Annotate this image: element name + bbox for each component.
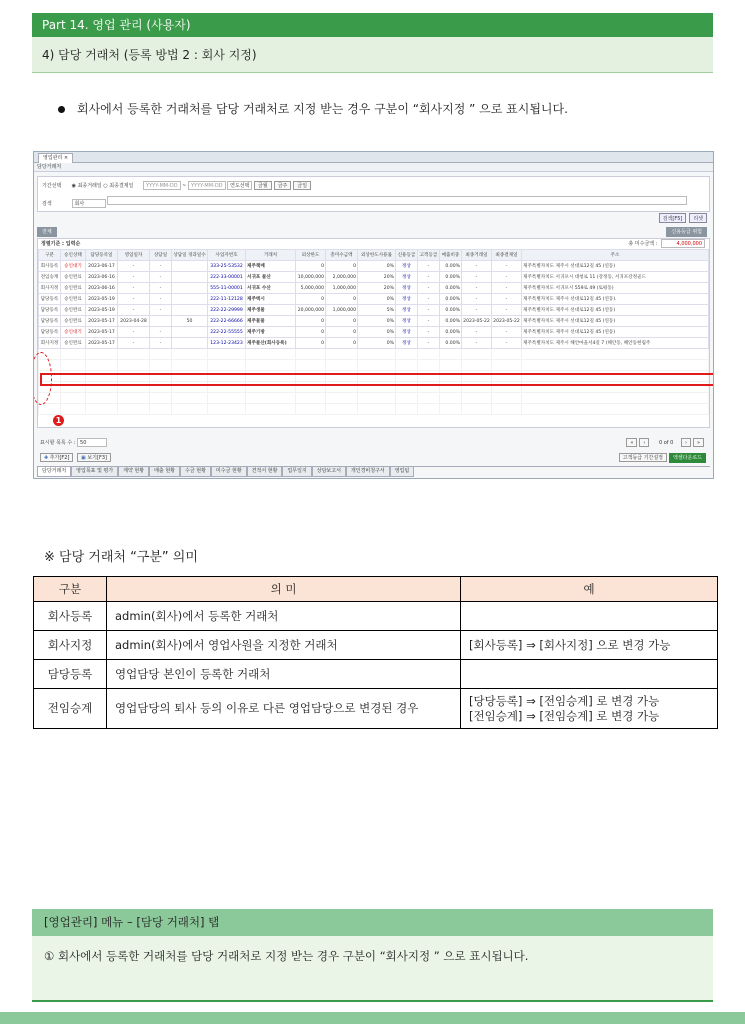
page-size-label: 표시할 목록 수 : — [40, 440, 76, 446]
table-cell: 승인완료 — [61, 338, 86, 349]
note-title: ※ 담당 거래처 “구분” 의미 — [44, 550, 198, 565]
def-example-line: [당당등록] ⇒ [전임승계] 로 변경 가능 — [469, 693, 660, 708]
this-week-button[interactable]: 금주 — [274, 181, 292, 190]
table-cell: 제주특별자치도 제주시 선대로12길 45 (연동). — [522, 294, 709, 305]
table-cell: 0% — [358, 338, 396, 349]
table-cell: - — [462, 261, 492, 272]
def-type: 회사등록 — [34, 602, 107, 631]
search-type-select[interactable]: 회사 — [72, 199, 106, 208]
table-cell: - — [492, 294, 522, 305]
total-value: 4,000,000 — [661, 239, 705, 248]
app-screenshot — [33, 151, 714, 479]
table-cell: 0 — [326, 338, 358, 349]
table-row[interactable] — [39, 261, 709, 272]
table-row[interactable] — [39, 272, 709, 283]
column-header[interactable]: 외상한도사용률 — [358, 250, 396, 261]
table-cell: - — [118, 261, 150, 272]
table-cell: 승인완료 — [61, 272, 86, 283]
column-header[interactable]: 영업일자 — [118, 250, 150, 261]
table-cell: 2023-05-17 — [86, 316, 118, 327]
table-cell: 0.00% — [440, 261, 462, 272]
table-cell: 0 — [296, 327, 326, 338]
table-cell: 0% — [358, 316, 396, 327]
app-tabbar — [34, 152, 713, 163]
table-cell: 담당등록 — [39, 294, 61, 305]
table-cell: - — [418, 294, 440, 305]
empty-row — [39, 404, 709, 415]
bottom-tab[interactable]: 상담보고서 — [312, 467, 346, 477]
def-type: 담당등록 — [34, 660, 107, 689]
table-cell: 2023-05-17 — [86, 338, 118, 349]
section-subheader: 4) 담당 거래처 (등록 방법 2 : 회사 지정) — [32, 37, 713, 73]
def-type: 회사지정 — [34, 631, 107, 660]
table-cell: - — [462, 272, 492, 283]
table-cell: 2023-06-17 — [86, 261, 118, 272]
table-cell — [172, 283, 208, 294]
pager-info: 0 of 0 — [658, 440, 674, 446]
radio-last-pay-label: 최종결제일 — [109, 183, 134, 189]
column-header[interactable]: 구분 — [39, 250, 61, 261]
bottom-tab[interactable]: 영업목표 및 평가 — [71, 467, 118, 477]
table-cell: - — [118, 305, 150, 316]
def-example — [461, 660, 718, 689]
table-cell: 제주책배 — [246, 261, 296, 272]
table-row[interactable] — [39, 283, 709, 294]
table-cell: - — [418, 338, 440, 349]
footer-body — [32, 936, 713, 1002]
total-label: 총 미수금액 : — [628, 241, 658, 247]
table-cell: 제주물산(회사등록) — [246, 338, 296, 349]
table-cell — [172, 294, 208, 305]
year-select[interactable]: 연도선택 — [227, 181, 252, 190]
table-cell: - — [462, 283, 492, 294]
table-cell: 555-11-00001 — [208, 283, 246, 294]
table-cell: 2023-05-22 — [462, 316, 492, 327]
search-input[interactable] — [107, 196, 687, 205]
table-cell: - — [462, 338, 492, 349]
table-cell: 0% — [358, 294, 396, 305]
table-cell: 1,000,000 — [326, 305, 358, 316]
def-example-line: [전임승계] ⇒ [전임승계] 로 변경 가능 — [469, 708, 660, 723]
pager-controls — [626, 437, 706, 449]
radio-last-pay-icon[interactable]: ○ — [103, 183, 108, 189]
table-cell: 1,000,000 — [326, 283, 358, 294]
add-button-label: 추가[F2] — [49, 455, 70, 461]
table-cell: - — [118, 294, 150, 305]
column-header[interactable]: 담당등록일 — [86, 250, 118, 261]
bottom-tab[interactable]: 담당거래처 — [37, 467, 71, 477]
def-meaning: admin(회사)에서 영업사원을 지정한 거래처 — [107, 631, 461, 660]
marker-badge: 1 — [53, 415, 64, 426]
table-cell: 0.00% — [440, 327, 462, 338]
table-cell: - — [462, 305, 492, 316]
date-to-input[interactable]: YYYY-MM-DD — [188, 181, 226, 190]
table-cell: 정상 — [396, 261, 418, 272]
table-cell: 20% — [358, 272, 396, 283]
table-cell: 20,000,000 — [296, 305, 326, 316]
table-cell: 제주생물 — [246, 305, 296, 316]
table-cell: 정상 — [396, 283, 418, 294]
all-filter — [37, 227, 57, 237]
table-cell: 제주특별자치도 제주시 선대로12길 45 (연동) — [522, 327, 709, 338]
app-tab[interactable]: 영업관리 × — [38, 153, 73, 163]
table-cell: 정상 — [396, 272, 418, 283]
table-cell: 승인완료 — [61, 283, 86, 294]
table-header-row — [39, 250, 709, 261]
column-header[interactable]: 신용등급 — [396, 250, 418, 261]
prev-page-icon[interactable]: ‹ — [639, 438, 649, 447]
bottom-tab[interactable]: 업무일지 — [282, 467, 311, 477]
table-cell: 0.00% — [440, 294, 462, 305]
search-label: 검색 — [42, 201, 52, 207]
column-header[interactable]: 상담일 경과일수 — [172, 250, 208, 261]
definition-row — [34, 660, 718, 689]
table-cell: 333-25-53532 — [208, 261, 246, 272]
bottom-tab[interactable]: 수금 현황 — [180, 467, 211, 477]
table-cell: - — [150, 294, 172, 305]
table-cell: 2023-05-19 — [86, 305, 118, 316]
data-grid — [37, 238, 710, 428]
reset-button[interactable]: 리셋 — [689, 213, 707, 223]
filter-panel — [37, 176, 710, 212]
table-cell: 2023-06-16 — [86, 272, 118, 283]
table-cell: 2023-05-17 — [86, 327, 118, 338]
date-from-input[interactable]: YYYY-MM-DD — [143, 181, 181, 190]
column-header[interactable]: 외상한도 — [296, 250, 326, 261]
table-cell: 222-33-00001 — [208, 272, 246, 283]
footer-text: ① 회사에서 등록한 거래처를 담당 거래처로 지정 받는 경우 구분이 “회사지정 ” 으로 표시됩니다. — [44, 949, 529, 963]
table-cell: 승인완료 — [61, 305, 86, 316]
total-receivable — [628, 239, 705, 249]
table-cell: 222-22-29999 — [208, 305, 246, 316]
table-cell: 정상 — [396, 338, 418, 349]
table-cell — [172, 327, 208, 338]
table-cell: 서귀포 물산 — [246, 272, 296, 283]
table-cell: 2,000,000 — [326, 272, 358, 283]
table-cell: 0.00% — [440, 283, 462, 294]
table-cell: 정상 — [396, 305, 418, 316]
table-cell: 정상 — [396, 327, 418, 338]
table-cell — [172, 305, 208, 316]
table-cell: 제주특별자치도 제주시 선대로12길 45 (연동) — [522, 305, 709, 316]
table-cell: 0% — [358, 327, 396, 338]
bottom-tabs — [37, 466, 710, 477]
search-tools — [656, 213, 707, 224]
table-cell: 제주특별자치도 서귀포시 대청로 11 (강정동, 서귀포강정골드 — [522, 272, 709, 283]
table-cell: 승인대기 — [61, 327, 86, 338]
table-cell: 제주특별자치도 서귀포시 559로 49 (토평동) — [522, 283, 709, 294]
table-cell: - — [462, 294, 492, 305]
table-cell: 승인완료 — [61, 294, 86, 305]
next-page-icon[interactable]: › — [681, 438, 691, 447]
credit-tools — [666, 227, 707, 238]
table-cell: 승인대기 — [61, 261, 86, 272]
table-cell: 222-22-66666 — [208, 316, 246, 327]
table-cell: 담당등록 — [39, 305, 61, 316]
table-cell: 0 — [326, 294, 358, 305]
table-cell: 2023-05-19 — [86, 294, 118, 305]
column-header[interactable]: 주소 — [522, 250, 709, 261]
table-cell: 제주특별자치도 제주시 선대로12길 45 (연동) — [522, 316, 709, 327]
table-cell: 2023-05-22 — [492, 316, 522, 327]
all-button[interactable]: 전체 — [37, 227, 57, 237]
table-cell: 전임승계 — [39, 272, 61, 283]
filter-period-row: 기간선택 ◉ 최종거래일 ○ 최종결제일 YYYY-MM-DD ~ YYYY-MM-DD 연도선택 금월 금주 금일 — [42, 180, 313, 192]
bottom-tab[interactable]: 계약 현황 — [118, 467, 149, 477]
def-meaning: 영업담당의 퇴사 등의 이유로 다른 영업담당으로 변경된 경우 — [107, 689, 461, 729]
table-cell: 2023-04-28 — [118, 316, 150, 327]
period-label: 기간선택 — [42, 183, 62, 189]
table-cell: 2023-06-16 — [86, 283, 118, 294]
table-cell: - — [492, 338, 522, 349]
def-type: 전임승계 — [34, 689, 107, 729]
table-cell: 0 — [326, 327, 358, 338]
table-cell: 50 — [172, 316, 208, 327]
table-cell: 5,000,000 — [296, 283, 326, 294]
column-header[interactable]: 고객등급 — [418, 250, 440, 261]
table-body — [39, 261, 709, 415]
table-cell: - — [492, 327, 522, 338]
view-icon: ▣ — [81, 455, 86, 461]
table-cell: - — [118, 283, 150, 294]
footer-title: [영업관리] 메뉴 – [담당 거래처] 탭 — [32, 909, 713, 936]
last-page-icon[interactable]: » — [693, 438, 704, 447]
table-cell: 담당등록 — [39, 327, 61, 338]
column-header[interactable]: 최종거래일 — [462, 250, 492, 261]
empty-row — [39, 360, 709, 371]
table-row[interactable] — [39, 327, 709, 338]
table-cell: 제주물물 — [246, 316, 296, 327]
table-cell: - — [418, 272, 440, 283]
table-cell: 0 — [296, 316, 326, 327]
table-cell: 서귀포 수산 — [246, 283, 296, 294]
table-cell: 5% — [358, 305, 396, 316]
table-cell: 0 — [326, 261, 358, 272]
table-cell: 222-11-12128 — [208, 294, 246, 305]
col-header-meaning: 의 미 — [107, 577, 461, 602]
table-cell: 정상 — [396, 294, 418, 305]
page-size-select[interactable]: 50 — [77, 438, 107, 447]
table-cell: 0.00% — [440, 272, 462, 283]
col-header-type: 구분 — [34, 577, 107, 602]
table-cell: 20% — [358, 283, 396, 294]
table-cell: 222-22-55555 — [208, 327, 246, 338]
empty-row — [39, 349, 709, 360]
table-cell: - — [150, 305, 172, 316]
table-cell — [172, 338, 208, 349]
table-cell: - — [118, 338, 150, 349]
definition-row — [34, 602, 718, 631]
add-button[interactable] — [40, 453, 73, 462]
radio-last-trade-icon[interactable]: ◉ — [71, 183, 76, 189]
table-row[interactable] — [39, 305, 709, 316]
def-meaning: 영업담당 본인이 등록한 거래처 — [107, 660, 461, 689]
table-cell: 0% — [358, 261, 396, 272]
table-cell: 0 — [296, 338, 326, 349]
bullet-note — [58, 100, 568, 117]
filter-search-row — [42, 196, 687, 208]
empty-row — [39, 393, 709, 404]
credit-period-button[interactable]: 고객등급 기간설정 — [619, 453, 667, 462]
column-header[interactable]: 승인상태 — [61, 250, 86, 261]
table-cell — [150, 316, 172, 327]
table-cell: 0 — [296, 261, 326, 272]
table-cell: 회사등록 — [39, 261, 61, 272]
excel-download-button[interactable]: 엑셀다운로드 — [669, 453, 706, 463]
table-cell: 담당등록 — [39, 316, 61, 327]
column-header[interactable]: 총미수금액 — [326, 250, 358, 261]
table-row[interactable] — [39, 316, 709, 327]
first-page-icon[interactable]: « — [626, 438, 637, 447]
table-cell: - — [118, 327, 150, 338]
table-cell: - — [418, 305, 440, 316]
add-icon: ✚ — [44, 455, 49, 461]
today-button[interactable]: 금일 — [293, 181, 311, 190]
definition-row — [34, 689, 718, 729]
table-row[interactable] — [39, 338, 709, 349]
bullet-text: 회사에서 등록한 거래처를 담당 거래처로 지정 받는 경우 구분이 “회사지정 ” 으로 표시됩니다. — [77, 102, 568, 116]
table-cell: - — [492, 283, 522, 294]
definition-table — [33, 576, 718, 729]
customer-table — [38, 249, 709, 415]
table-cell: 정상 — [396, 316, 418, 327]
column-header[interactable]: 거래처 — [246, 250, 296, 261]
table-cell: 0.00% — [440, 338, 462, 349]
table-cell: - — [492, 261, 522, 272]
table-cell: 0.00% — [440, 305, 462, 316]
definition-header-row — [34, 577, 718, 602]
col-header-example: 예 — [461, 577, 718, 602]
table-cell: 회사지정 — [39, 283, 61, 294]
table-cell: - — [492, 305, 522, 316]
table-cell: - — [418, 261, 440, 272]
table-cell: 0 — [326, 316, 358, 327]
column-header[interactable]: 사업자번호 — [208, 250, 246, 261]
table-cell: - — [462, 327, 492, 338]
table-cell: 0 — [296, 294, 326, 305]
table-cell: - — [150, 338, 172, 349]
radio-last-trade-label: 최종거래일 — [77, 183, 102, 189]
action-bar — [37, 452, 710, 464]
bottom-tab[interactable]: 매출 현황 — [149, 467, 180, 477]
bottom-tab[interactable]: 개인경비청구서 — [346, 467, 390, 477]
app-page-title: 담당거래처 — [34, 163, 713, 172]
table-cell: - — [492, 272, 522, 283]
view-button-label: 보기[F3] — [87, 455, 107, 461]
table-cell — [172, 272, 208, 283]
table-cell: 회사지정 — [39, 338, 61, 349]
grid-header — [38, 239, 709, 249]
table-cell: 10,000,000 — [296, 272, 326, 283]
bullet-dot-icon — [58, 106, 65, 113]
credit-risk-button[interactable]: 신용등급 위험 — [666, 227, 707, 237]
table-row[interactable] — [39, 294, 709, 305]
table-cell: 0.00% — [440, 316, 462, 327]
column-header[interactable]: 최종결제일 — [492, 250, 522, 261]
sort-label: 정렬기준 : 입력순 — [41, 241, 81, 247]
table-cell: - — [150, 261, 172, 272]
section-header: Part 14. 영업 관리 (사용자) — [32, 13, 713, 37]
bottom-tab[interactable]: 미수금 현황 — [211, 467, 247, 477]
definition-row — [34, 631, 718, 660]
def-meaning: admin(회사)에서 등록한 거래처 — [107, 602, 461, 631]
bottom-tab[interactable]: 견적서 현황 — [247, 467, 283, 477]
column-header[interactable]: 매출비중 — [440, 250, 462, 261]
table-cell: - — [150, 283, 172, 294]
table-cell: - — [418, 327, 440, 338]
def-example: [회사등록] ⇒ [회사지정] 으로 변경 가능 — [461, 631, 718, 660]
def-example — [461, 602, 718, 631]
table-cell: - — [418, 283, 440, 294]
table-cell: - — [150, 272, 172, 283]
table-cell: 제주기방 — [246, 327, 296, 338]
table-cell: - — [118, 272, 150, 283]
right-actions — [619, 452, 706, 464]
table-cell: 제주특별자치도 제주시 해안마을서4길 7 (해안동, 해안동현림주 — [522, 338, 709, 349]
table-cell: 제주특별자치도 제주시 선대로12길 45 (연동) — [522, 261, 709, 272]
this-month-button[interactable]: 금월 — [254, 181, 272, 190]
page-bottom-band — [0, 1012, 745, 1024]
bottom-tab[interactable]: 영업팀 — [390, 467, 415, 477]
table-cell: 승인완료 — [61, 316, 86, 327]
search-button[interactable]: 검색[F5] — [659, 213, 687, 223]
table-cell: - — [418, 316, 440, 327]
table-cell: 제주텍시 — [246, 294, 296, 305]
table-cell: 123-12-23423 — [208, 338, 246, 349]
def-example — [461, 689, 718, 729]
highlight-box — [40, 373, 714, 386]
view-button[interactable] — [77, 453, 111, 462]
pager — [37, 437, 710, 449]
table-cell — [172, 261, 208, 272]
column-header[interactable]: 상담일 — [150, 250, 172, 261]
table-cell: - — [150, 327, 172, 338]
